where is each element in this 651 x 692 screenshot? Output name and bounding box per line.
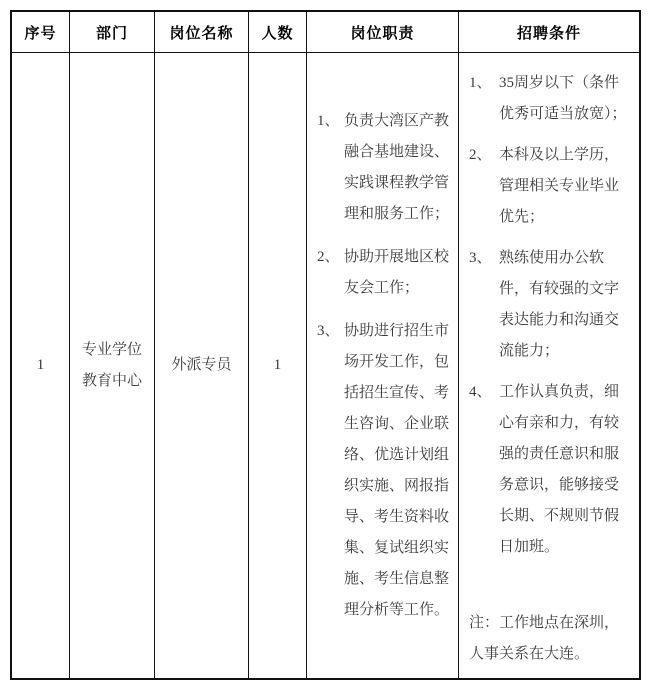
cell-department: 专业学位教育中心	[69, 53, 154, 678]
duty-item-number: 1、	[317, 112, 340, 129]
cell-serial-no: 1	[36, 357, 45, 373]
header-cell-headcount: 人数	[248, 12, 306, 53]
header-cell-conditions: 招聘条件	[458, 12, 639, 53]
condition-item	[469, 68, 631, 130]
cell-headcount: 1	[248, 53, 306, 678]
condition-item-number: 2、	[469, 147, 492, 163]
condition-item-text: 熟练使用办公软件，有较强的文字表达能力和沟通交流能力；	[499, 250, 620, 359]
recruitment-table	[10, 10, 641, 680]
cell-position-name: 外派专员	[154, 53, 248, 678]
duty-item-text: 协助进行招生市场开发工作，包括招生宣传、考生咨询、企业联络、优选计划组织实施、网报指导、考生资料收集、复试组织实施、考生信息整理分析等工作。	[344, 322, 450, 618]
condition-item	[469, 140, 631, 233]
condition-item-text: 工作认真负责，细心有亲和力，有较强的责任意识和服务意识，能够接受长期、不规则节假日加班。	[499, 384, 620, 555]
location-note: 注：工作地点在深圳，人事关系在大连。	[469, 615, 620, 662]
condition-item-number: 4、	[469, 384, 492, 400]
header-cell-department: 部门	[69, 12, 154, 53]
header-cell-serial-no: 序号	[12, 12, 69, 53]
condition-item	[469, 377, 631, 563]
condition-item-number: 3、	[469, 250, 492, 266]
condition-item-number: 1、	[469, 75, 492, 91]
header-cell-position-name: 岗位名称	[154, 12, 248, 53]
duty-item	[317, 106, 452, 230]
duty-item-text: 负责大湾区产教融合基地建设、实践课程教学管理和服务工作；	[344, 112, 450, 222]
condition-item-text: 35周岁以下（条件优秀可适当放宽）；	[499, 75, 627, 122]
condition-item	[469, 243, 631, 367]
duty-item-number: 2、	[317, 248, 340, 265]
condition-item-text: 本科及以上学历，管理相关专业毕业优先；	[499, 147, 620, 225]
duty-item	[317, 316, 452, 626]
duty-item	[317, 242, 452, 304]
cell-conditions	[458, 53, 639, 678]
header-cell-duties: 岗位职责	[306, 12, 458, 53]
duty-item-number: 3、	[317, 322, 340, 339]
cell-duties	[306, 53, 458, 678]
duty-item-text: 协助开展地区校友会工作；	[344, 248, 450, 296]
